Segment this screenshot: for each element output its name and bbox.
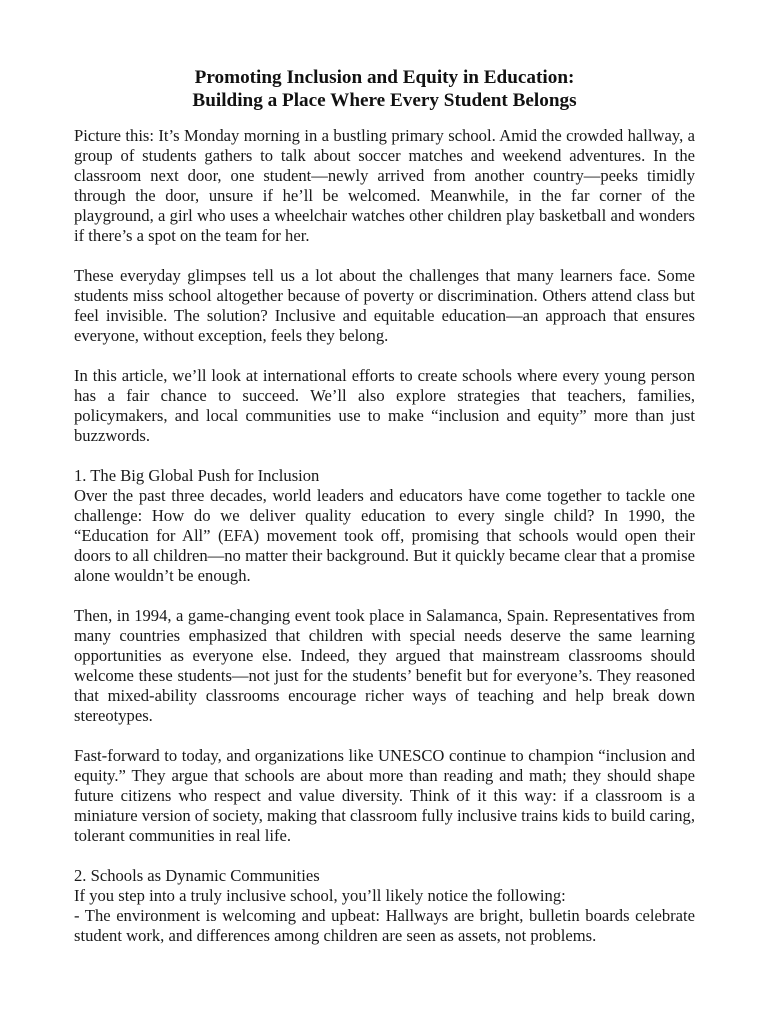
section-1-paragraph-1: Over the past three decades, world leaders and educators have come together to tackle one challenge: How do we deliver quality education to every single child? In 1990, the “Education for All” (EFA) movement took off, promising that schools would open their doors to all children—no matter their background. But it quickly became clear that a promise alone wouldn’t be enough. (74, 486, 695, 585)
section-1-paragraph-2: Then, in 1994, a game-changing event took place in Salamanca, Spain. Representatives from many countries emphasized that children with special needs deserve the same learning opportunities as everyone else. Indeed, they argued that mainstream classrooms should welcome these students—not just for the students’ benefit but for everyone’s. They reasoned that mixed-ability classrooms encourage richer ways of teaching and help break down stereotypes. (74, 606, 695, 725)
section-2-heading: 2. Schools as Dynamic Communities (74, 866, 320, 885)
document-page (74, 66, 695, 946)
title-line-1: Promoting Inclusion and Equity in Education: (194, 67, 575, 88)
intro-paragraph-3: In this article, we’ll look at international efforts to create schools where every young person has a fair chance to succeed. We’ll also explore strategies that teachers, families, policymakers, and local communities use to make “inclusion and equity” more than just buzzwords. (74, 366, 695, 445)
section-2-bullet-1: - The environment is welcoming and upbeat: Hallways are bright, bulletin boards celebrate student work, and differences among children are seen as assets, not problems. (74, 906, 695, 945)
section-1-heading: 1. The Big Global Push for Inclusion (74, 466, 320, 485)
intro-paragraph-2: These everyday glimpses tell us a lot about the challenges that many learners face. Some students miss school altogether because of poverty or discrimination. Others attend class but feel invisible. The solution? Inclusive and equitable education—an approach that ensures everyone, without exception, feels they belong. (74, 266, 695, 345)
title-line-2: Building a Place Where Every Student Belongs (192, 90, 577, 111)
section-2-lead: If you step into a truly inclusive school, you’ll likely notice the following: (74, 886, 566, 905)
article-title (74, 66, 695, 112)
intro-paragraph-1: Picture this: It’s Monday morning in a bustling primary school. Amid the crowded hallway, a group of students gathers to talk about soccer matches and weekend adventures. In the classroom next door, one student—newly arrived from another country—peeks timidly through the door, unsure if he’ll be welcomed. Meanwhile, in the far corner of the playground, a girl who uses a wheelchair watches other children play basketball and wonders if there’s a spot on the team for her. (74, 126, 695, 245)
section-1-paragraph-3: Fast-forward to today, and organizations like UNESCO continue to champion “inclusion and equity.” They argue that schools are about more than reading and math; they should shape future citizens who respect and value diversity. Think of it this way: if a classroom is a miniature version of society, making that classroom fully inclusive trains kids to build caring, tolerant communities in real life. (74, 746, 695, 845)
